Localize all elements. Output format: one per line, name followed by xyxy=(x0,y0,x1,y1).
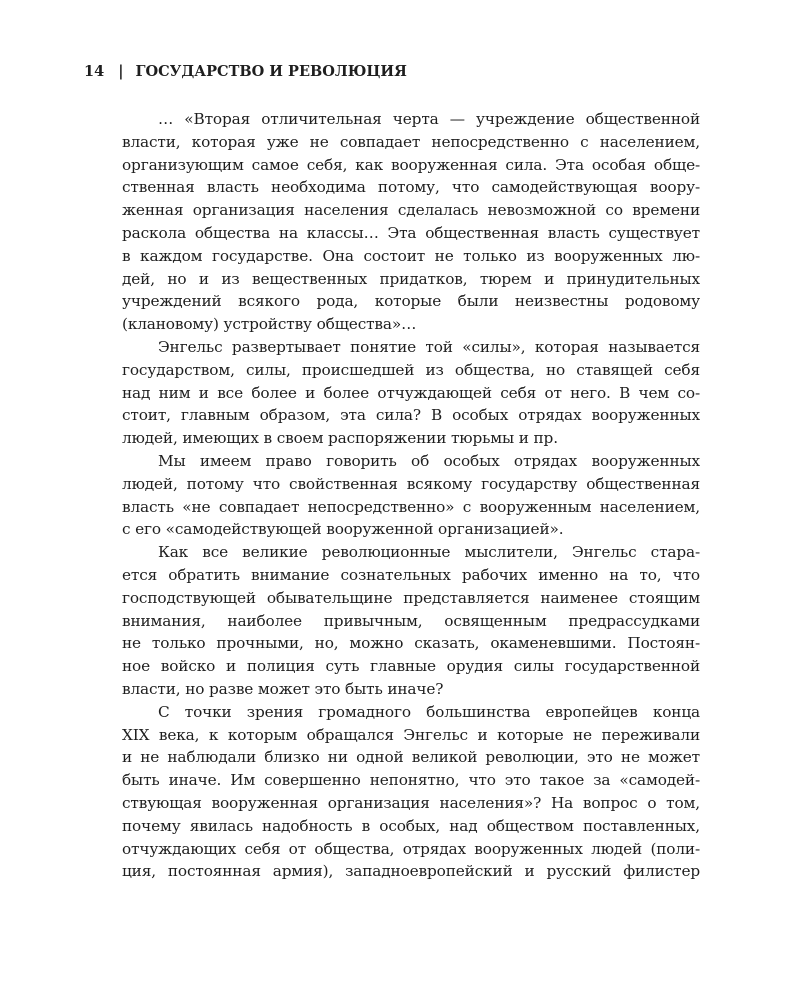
text-line: Мы имеем право говорить об особых отрядах вооруженных xyxy=(158,451,700,470)
text-line: с его «самодействующей вооруженной организацией». xyxy=(122,520,564,539)
body-text xyxy=(122,108,700,883)
text-line: власть «не совпадает непосредственно» с вооруженным населением, xyxy=(122,497,700,516)
text-line: господствующей обывательщине представляется наименее стоящим xyxy=(122,588,700,607)
text-line: быть иначе. Им совершенно непонятно, что это такое за «самодей- xyxy=(122,771,700,790)
text-line: ствующая вооруженная организация населения»? На вопрос о том, xyxy=(122,793,700,812)
page-number: 14 xyxy=(84,63,105,80)
text-line: людей, имеющих в своем распоряжении тюрьмы и пр. xyxy=(122,429,558,448)
text-line: С точки зрения громадного большинства европейцев конца xyxy=(158,702,700,721)
text-line: … «Вторая отличительная черта — учреждение общественной xyxy=(158,110,700,128)
text-line: отчуждающих себя от общества, отрядах вооруженных людей (поли- xyxy=(122,839,700,858)
text-line: государством, силы, происшедшей из общества, но ставящей себя xyxy=(122,360,700,379)
text-line: XIX века, к которым обращался Энгельс и которые не переживали xyxy=(122,725,700,744)
text-line: ственная власть необходима потому, что самодействующая воору- xyxy=(122,178,700,197)
paragraph xyxy=(122,450,700,541)
text-line: Энгельс развертывает понятие той «силы», которая называется xyxy=(158,337,700,356)
header-separator: | xyxy=(118,63,124,80)
text-line: и не наблюдали близко ни одной великой революции, это не может xyxy=(122,748,700,767)
text-line: власти, которая уже не совпадает непосредственно с населением, xyxy=(122,132,700,151)
paragraph xyxy=(122,701,700,883)
text-line: (клановому) устройству общества»… xyxy=(122,315,417,334)
text-line: ется обратить внимание сознательных рабочих именно на то, что xyxy=(122,565,700,584)
text-line: почему явилась надобность в особых, над обществом поставленных, xyxy=(122,816,700,835)
text-line: женная организация населения сделалась невозможной со времени xyxy=(122,201,700,220)
text-line: власти, но разве может это быть иначе? xyxy=(122,679,444,698)
paragraph-quote xyxy=(122,108,700,336)
book-title: ГОСУДАРСТВО И РЕВОЛЮЦИЯ xyxy=(135,63,407,80)
text-line: ное войско и полиция суть главные орудия силы государственной xyxy=(122,657,700,676)
paragraph xyxy=(122,541,700,701)
text-line: Как все великие революционные мыслители, Энгельс стара- xyxy=(158,543,700,562)
text-line: организующим самое себя, как вооруженная сила. Эта особая обще- xyxy=(122,155,700,174)
text-line: людей, потому что свойственная всякому государству общественная xyxy=(122,474,700,493)
text-line: внимания, наиболее привычным, освященным предрассудками xyxy=(122,611,700,630)
text-line: не только прочными, но, можно сказать, окаменевшими. Постоян- xyxy=(122,634,700,653)
text-line: в каждом государстве. Она состоит не только из вооруженных лю- xyxy=(122,246,700,265)
running-head xyxy=(84,60,407,84)
text-line: дей, но и из вещественных придатков, тюрем и принудительных xyxy=(122,269,700,288)
text-line: над ним и все более и более отчуждающей себя от него. В чем со- xyxy=(122,383,700,402)
text-line: раскола общества на классы… Эта общественная власть существует xyxy=(122,223,700,242)
paragraph xyxy=(122,336,700,450)
text-line: учреждений всякого рода, которые были неизвестны родовому xyxy=(122,292,700,311)
text-line: стоит, главным образом, эта сила? В особых отрядах вооруженных xyxy=(122,406,700,425)
text-line: ция, постоянная армия), западноевропейский и русский филистер xyxy=(122,862,700,881)
